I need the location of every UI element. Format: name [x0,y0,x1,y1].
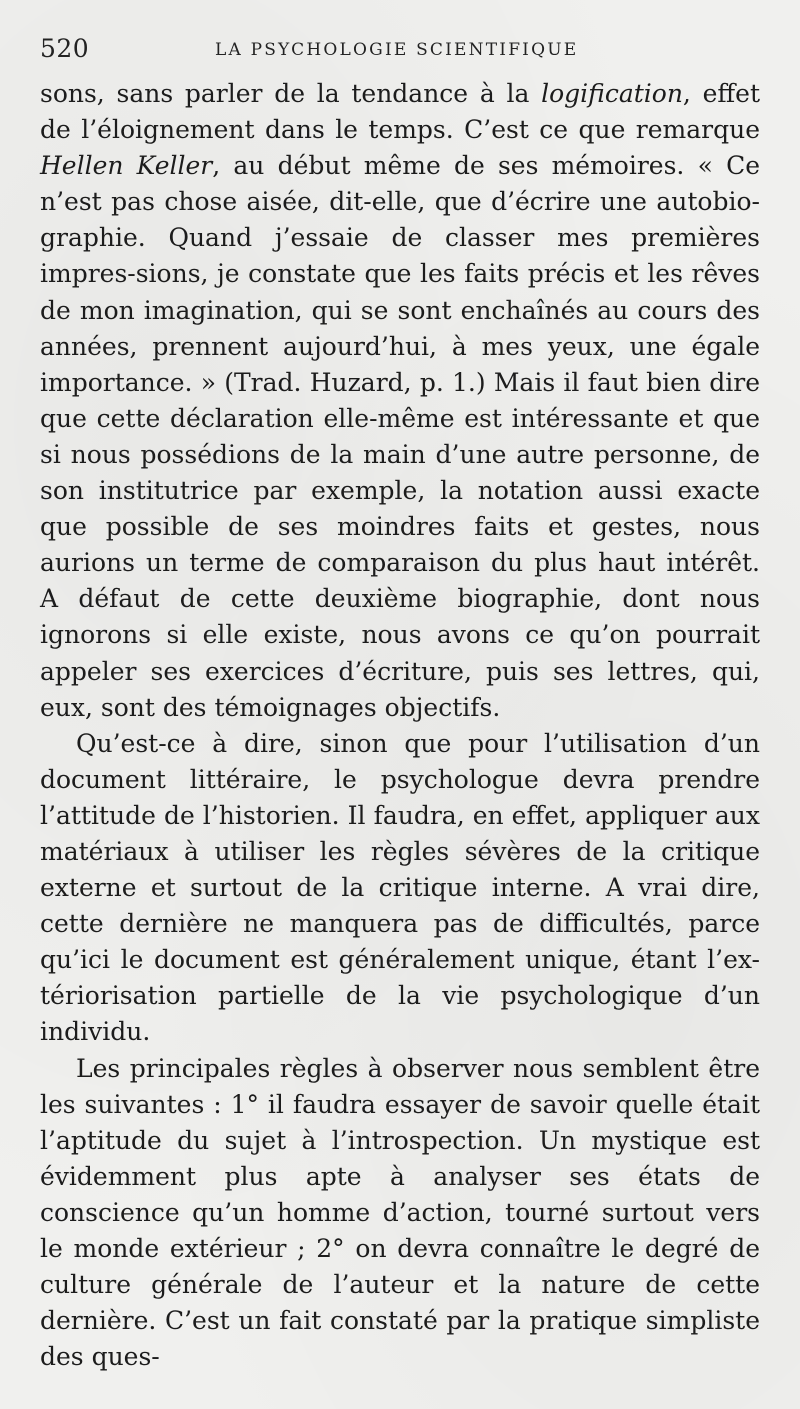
running-title: LA PSYCHOLOGIE SCIENTIFIQUE [215,40,579,60]
paragraph-1 [40,76,760,726]
italic-term-logification: logification [541,79,683,108]
running-head [40,34,760,70]
text-run: sons, sans parler de la tendance à la [40,79,542,108]
text-run: Qu’est-ce à dire, sinon que pour l’utilisation d’un document littéraire, le psychologue devra prendre l’attitude de l’historien. Il faudra, en effet, appliquer aux matériaux à utiliser les règles sévères de la critique externe et surtout de la critique interne. A vrai dire, cette dernière ne manquera pas de difficultés, parce qu’ici le document est généralement unique, étant l’ex-tériorisation partielle de la vie psychologique d’un individu. [40,728,760,1047]
text-run: , au début même de ses mémoires. « Ce n’est pas chose aisée, dit-elle, que d’écrire une autobio-graphie. Quand j’essaie de classer mes premières impres-sions, je constate que les faits précis et les rêves de mon imagination, qui se sont enchaînés au cours des années, prennent aujourd’hui, à mes yeux, une égale importance. » (Trad. Huzard, p. 1.) Mais il faut bien dire que cette déclaration elle-même est intéressante et que si nous possédions de la main d’une autre personne, de son institutrice par exemple, la notation aussi exacte que possible de ses moindres faits et gestes, nous aurions un terme de comparaison du plus haut intérêt. A défaut de cette deuxième biographie, dont nous ignorons si elle existe, nous avons ce qu’on pourrait appeler ses exercices d’écriture, puis ses lettres, qui, eux, sont des témoignages objectifs. [40,151,761,722]
text-run: Les principales règles à observer nous semblent être les suivantes : 1° il faudra essayer de savoir quelle était l’aptitude du sujet à l’introspection. Un mystique est évidemment plus apte à analyser ses états de conscience qu’un homme d’action, tourné surtout vers le monde extérieur ; 2° on devra connaître le degré de culture générale de l’auteur et la nature de cette dernière. C’est un fait constaté par la pratique simpliste des ques- [40,1053,760,1372]
paragraph-3 [40,1051,760,1376]
text-run: , effet de l’éloignement dans le temps. C’est ce que remarque [40,79,760,145]
body-text [40,76,760,1375]
italic-name-hellen-keller: Hellen Keller [40,151,213,181]
paragraph-2 [40,726,760,1051]
page-number: 520 [40,34,90,63]
